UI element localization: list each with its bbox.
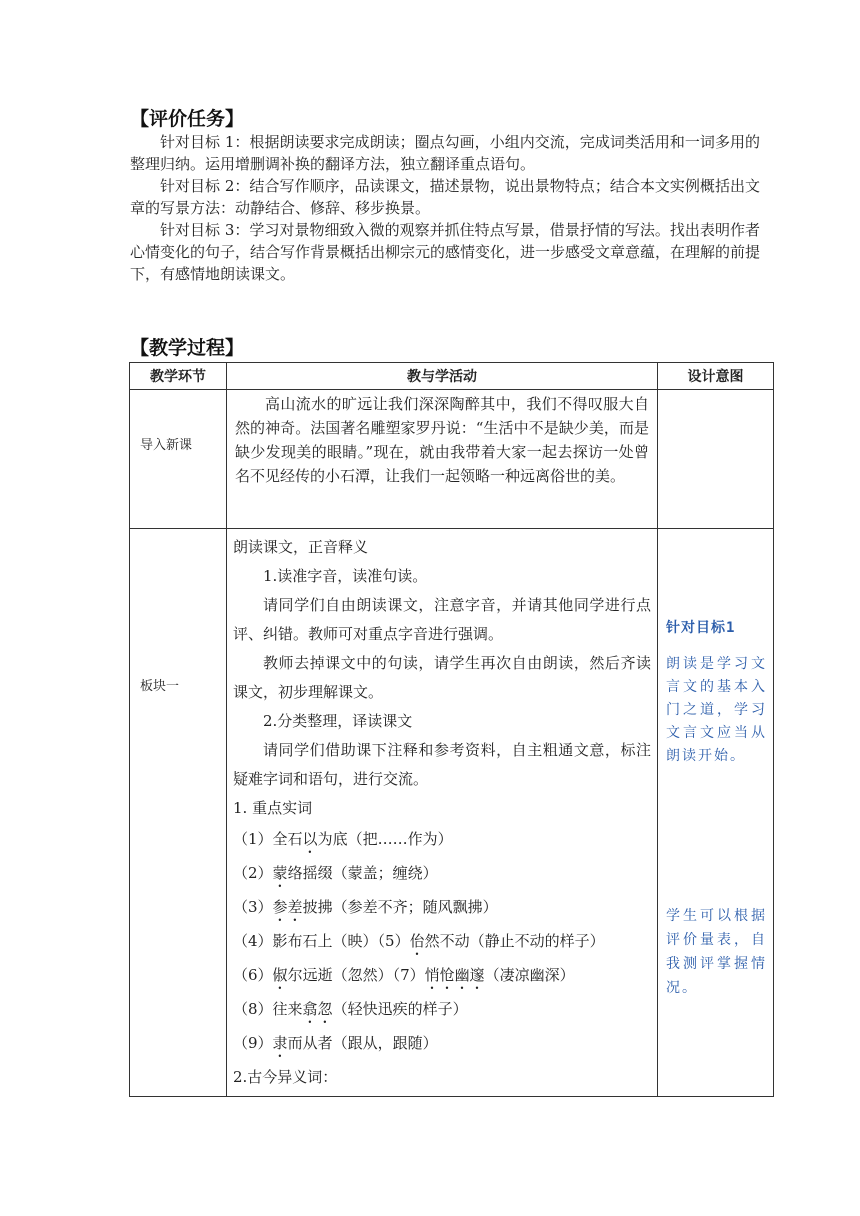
table-header-row [130, 363, 774, 390]
vocab-title: 1. 重点实词 [233, 799, 313, 817]
step1-title: 1.读准字音，读准句读。 [263, 567, 428, 585]
vocab-item-4-5: （4）影布石上（映）（5）佁然不动（静止不动的样子） [233, 932, 605, 950]
vocab-item-1: （1）全石以为底（把……作为） [233, 830, 453, 848]
ancient-title: 2.古今异义词： [233, 1068, 338, 1086]
table-row-intro [130, 390, 774, 529]
vocab-item-8: （8）往来翕忽（轻快迅疾的样子） [233, 1000, 468, 1018]
eval-goal-1: 针对目标 1：根据朗读要求完成朗读；圈点勾画，小组内交流，完成词类活用和一词多用的整理归纳。运用增删调补换的翻译方法，独立翻译重点语句。 [130, 133, 760, 173]
step2-title: 2.分类整理，译读课文 [263, 712, 413, 730]
step1-text-a: 请同学们自由朗读课文，注意字音，并请其他同学进行点评、纠错。教师可对重点字音进行强调。 [233, 596, 651, 643]
intro-text: 高山流水的旷远让我们深深陶醉其中，我们不得叹服大自然的神奇。法国著名雕塑家罗丹说：“生活中不是缺少美，而是缺少发现美的眼睛。”现在，就由我带着大家一起去探访一处曾名不见经传的小石潭，让我们一起领略一种远离俗世的美。 [235, 395, 649, 485]
eval-title: 【评价任务】 [130, 108, 245, 130]
teaching-process-table [129, 362, 774, 1097]
stage-block1: 板块一 [140, 679, 180, 694]
intent-goal: 针对目标1 [666, 620, 736, 636]
header-intent: 设计意图 [658, 363, 774, 390]
eval-goal-3: 针对目标 3：学习对景物细致入微的观察并抓住特点写景，借景抒情的写法。找出表明作者心情变化的句子，结合写作背景概括出柳宗元的感情变化，进一步感受文章意蕴，在理解的前提下，有感情地朗读课文。 [130, 221, 761, 283]
process-title: 【教学过程】 [130, 337, 245, 359]
stage-intro: 导入新课 [140, 438, 193, 453]
block1-heading: 朗读课文，正音释义 [233, 538, 369, 556]
eval-goal-2: 针对目标 2：结合写作顺序，品读课文，描述景物，说出景物特点；结合本文实例概括出文章的写景方法：动静结合、修辞、移步换景。 [130, 177, 760, 217]
step1-text-b: 教师去掉课文中的句读，请学生再次自由朗读，然后齐读课文，初步理解课文。 [233, 654, 651, 701]
vocab-item-2: （2）蒙络摇缀（蒙盖；缠绕） [233, 864, 438, 882]
intent-text-2: 学生可以根据评价量表，自我测评掌握情况。 [666, 908, 767, 996]
vocab-item-9: （9）隶而从者（跟从，跟随） [233, 1034, 438, 1052]
intent-text-1: 朗读是学习文言文的基本入门之道，学习文言文应当从朗读开始。 [666, 656, 767, 764]
vocab-item-6-7: （6）俶尔远逝（忽然）（7）悄怆幽邃（凄凉幽深） [233, 966, 575, 984]
intent-intro-empty [658, 390, 774, 529]
header-activity: 教与学活动 [227, 363, 658, 390]
header-stage: 教学环节 [130, 363, 227, 390]
step2-text: 请同学们借助课下注释和参考资料，自主粗通文意，标注疑难字词和语句，进行交流。 [233, 741, 651, 788]
block1-activities [227, 529, 658, 1097]
table-row-block1 [130, 529, 774, 1097]
block1-intent [658, 529, 774, 1097]
vocab-item-3: （3）参差披拂（参差不齐；随风飘拂） [233, 898, 498, 916]
